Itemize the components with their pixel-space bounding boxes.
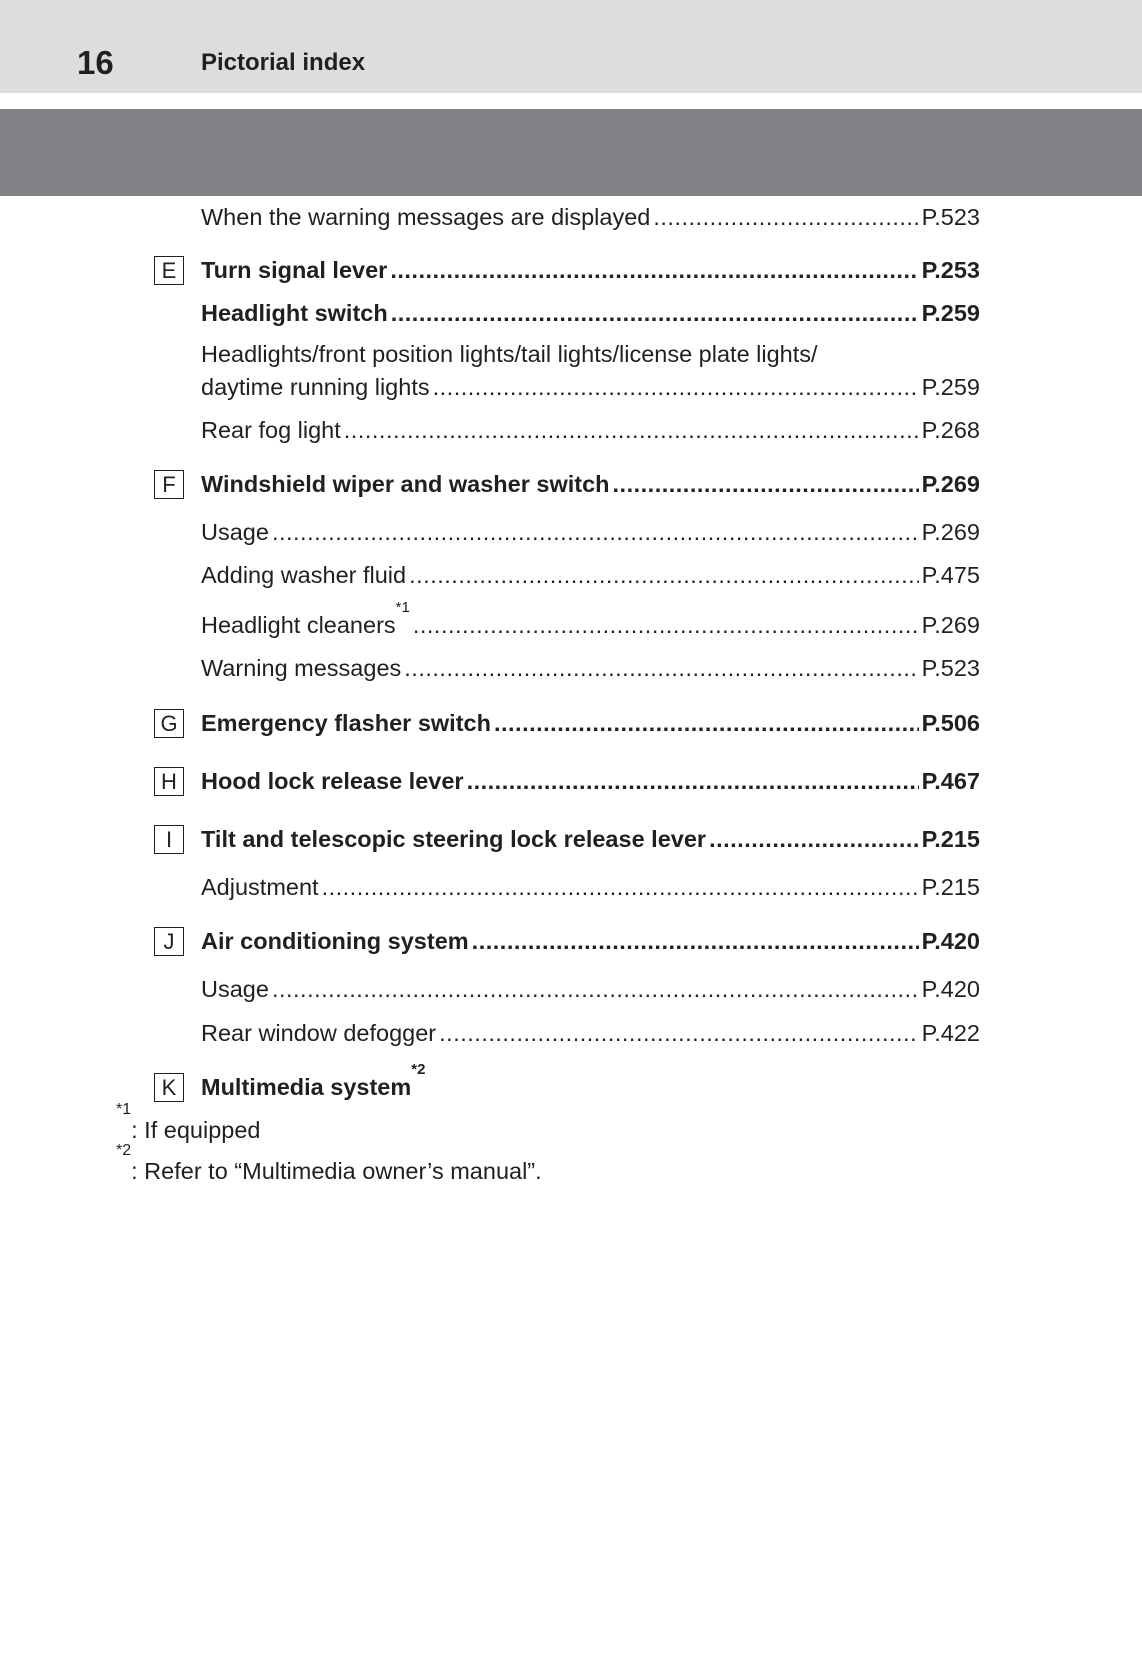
- page-ref[interactable]: P.269: [921, 519, 980, 545]
- leader-dots: [467, 767, 919, 795]
- page-ref[interactable]: P.268: [921, 417, 980, 443]
- page-ref[interactable]: P.269: [921, 612, 980, 638]
- letter-marker-g: G: [154, 709, 184, 738]
- leader-dots: [404, 654, 918, 682]
- page-ref[interactable]: P.523: [921, 655, 980, 681]
- leader-dots: [409, 561, 919, 589]
- leader-dots: [433, 373, 919, 401]
- index-entry-rear-window-defogger: Rear window defogger ..... P.422: [201, 1019, 980, 1047]
- index-entry-adding-washer-fluid: Adding washer fluid ..... P.475: [201, 561, 980, 589]
- footnote-mark: *1: [116, 1101, 132, 1118]
- letter-marker-i: I: [154, 825, 184, 854]
- leader-dots: [613, 470, 919, 498]
- page-ref[interactable]: P.253: [921, 257, 980, 283]
- index-entry-warning-displayed: When the warning messages are displayed ..... P.523: [201, 203, 980, 231]
- index-entry-headlight-cleaners: Headlight cleaners$^{*1}$ ..... P.269: [201, 611, 980, 639]
- index-entry-headlight-switch: Headlight switch ..... P.259: [201, 299, 980, 327]
- page-ref[interactable]: P.523: [921, 204, 980, 230]
- footnote-2: $^{*2}$: Refer to “Multimedia owner’s manual”.: [116, 1142, 542, 1184]
- gray-band-divider: [0, 109, 1142, 196]
- index-entry-hood-lock-release-lever: Hood lock release lever ..... P.467: [201, 767, 980, 795]
- letter-marker-e: E: [154, 256, 184, 285]
- footnote-marker: *1: [395, 599, 410, 616]
- leader-dots: [472, 927, 919, 955]
- index-entry-multimedia-system: Multimedia system$^{*2}$: [201, 1061, 426, 1100]
- page-ref[interactable]: P.215: [921, 874, 980, 900]
- footnote-marker: *2: [411, 1061, 426, 1078]
- index-entry-adjustment: Adjustment ..... P.215: [201, 873, 980, 901]
- page-ref[interactable]: P.259: [921, 300, 980, 326]
- letter-marker-j: J: [154, 927, 184, 956]
- index-entry-rear-fog-light: Rear fog light ..... P.268: [201, 416, 980, 444]
- page-ref[interactable]: P.467: [921, 768, 980, 794]
- page-number: 16: [77, 44, 114, 81]
- leader-dots: [709, 825, 919, 853]
- index-entry-ac-usage: Usage ..... P.420: [201, 975, 980, 1003]
- page-ref[interactable]: P.269: [921, 471, 980, 497]
- index-entry-daytime-running-lights: daytime running lights ..... P.259: [201, 373, 980, 401]
- leader-dots: [272, 518, 919, 546]
- index-entry-wiper-switch: Windshield wiper and washer switch ..... P.269: [201, 470, 980, 498]
- page-ref[interactable]: P.420: [921, 976, 980, 1002]
- page-ref[interactable]: P.422: [921, 1020, 980, 1046]
- index-entry-tilt-telescopic-lever: Tilt and telescopic steering lock release lever ..... P.215: [201, 825, 980, 853]
- index-entry-wiper-usage: Usage ..... P.269: [201, 518, 980, 546]
- letter-marker-f: F: [154, 470, 184, 499]
- leader-dots: [322, 873, 919, 901]
- index-entry-emergency-flasher-switch: Emergency flasher switch ..... P.506: [201, 709, 980, 737]
- footnote-1: $^{*1}$: If equipped: [116, 1101, 261, 1143]
- leader-dots: [653, 203, 918, 231]
- page-ref[interactable]: P.420: [921, 928, 980, 954]
- page-header: [0, 0, 1142, 93]
- footnote-mark: *2: [116, 1142, 132, 1159]
- leader-dots: [390, 256, 918, 284]
- index-entry-headlights-line: Headlights/front position lights/tail lights/license plate lights/: [201, 341, 818, 367]
- leader-dots: [344, 416, 919, 444]
- section-title: Pictorial index: [201, 49, 366, 76]
- leader-dots: [494, 709, 919, 737]
- index-entry-air-conditioning-system: Air conditioning system ..... P.420: [201, 927, 980, 955]
- index-entry-turn-signal-lever: Turn signal lever ..... P.253: [201, 256, 980, 284]
- page-ref[interactable]: P.259: [921, 374, 980, 400]
- leader-dots: [272, 975, 919, 1003]
- leader-dots: [391, 299, 919, 327]
- index-entry-warning-messages: Warning messages ..... P.523: [201, 654, 980, 682]
- leader-dots: [439, 1019, 918, 1047]
- letter-marker-h: H: [154, 767, 184, 796]
- page-ref[interactable]: P.215: [921, 826, 980, 852]
- page-ref[interactable]: P.475: [921, 562, 980, 588]
- letter-marker-k: K: [154, 1073, 184, 1102]
- leader-dots: [413, 611, 919, 639]
- page-ref[interactable]: P.506: [921, 710, 980, 736]
